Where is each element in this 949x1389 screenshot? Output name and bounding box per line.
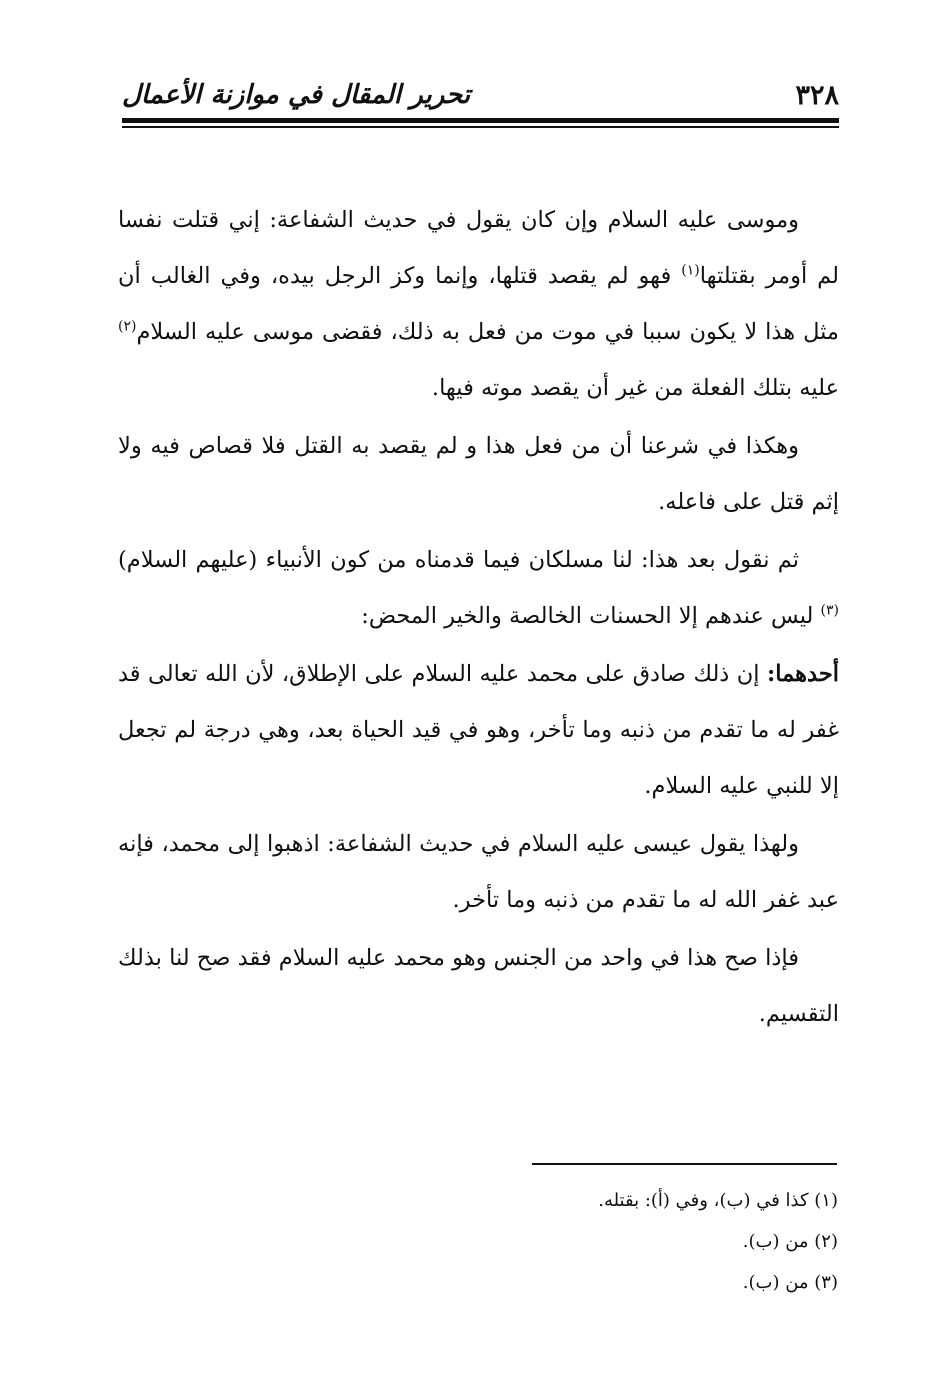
main-text (118, 192, 839, 1044)
paragraph-sharia (118, 418, 839, 530)
paragraph-text: ليس عندهم إلا الحسنات الخالصة والخير المحض: (361, 603, 821, 629)
paragraph-text: فهو لم يقصد قتلها، وإنما وكز الرجل بيده، وفي الغالب أن مثل هذا لا يكون سببا في موت من فعل به ذلك، فقضى موسى عليه السلام (118, 263, 839, 345)
footnote-ref-1: (١) (681, 262, 700, 279)
paragraph-moses (118, 192, 839, 416)
paragraph-text: وموسى عليه السلام وإن كان يقول في حديث الشفاعة: إني قتلت نفسا لم أومر بقتلتها (118, 207, 839, 289)
footnote-ref-3: (٣) (820, 602, 839, 619)
paragraph-two-paths (118, 532, 839, 644)
header-rule-thick (122, 118, 839, 123)
footnotes (450, 1180, 838, 1303)
footnote-separator (532, 1163, 837, 1165)
paragraph-text: عليه بتلك الفعلة من غير أن يقصد موته فيها. (431, 375, 839, 401)
paragraph-first-path (118, 646, 839, 814)
footnote-ref-2: (٢) (118, 318, 137, 335)
footnote-2: (٢) من (ب). (742, 1231, 838, 1252)
paragraph-text: ولهذا يقول عيسى عليه السلام في حديث الشفاعة: اذهبوا إلى محمد، فإنه عبد غفر الله له ما تقدم من ذنبه وما تأخر. (118, 831, 839, 913)
footnote-3: (٣) من (ب). (742, 1272, 838, 1293)
page-number: ٣٢٨ (795, 80, 839, 111)
paragraph-conclusion (118, 930, 839, 1042)
running-title: تحرير المقال في موازنة الأعمال (122, 80, 471, 110)
paragraph-text: إن ذلك صادق على محمد عليه السلام على الإطلاق، لأن الله تعالى قد غفر له ما تقدم من ذنبه وما تأخر، وهو في قيد الحياة بعد، وهي درجة لم تجعل إلا للنبي عليه السلام. (118, 661, 839, 799)
paragraph-text: ثم نقول بعد هذا: لنا مسلكان فيما قدمناه من كون الأنبياء (عليهم السلام) (118, 547, 799, 573)
paragraph-text: وهكذا في شرعنا أن من فعل هذا و لم يقصد به القتل فلا قصاص فيه ولا إثم قتل على فاعله. (118, 433, 839, 515)
footnote-1: (١) كذا في (ب)، وفي (أ): بقتله. (598, 1190, 838, 1211)
paragraph-jesus (118, 816, 839, 928)
header-rule-thin (122, 126, 839, 128)
paragraph-text: فإذا صح هذا في واحد من الجنس وهو محمد عليه السلام فقد صح لنا بذلك التقسيم. (118, 945, 839, 1027)
paragraph-lead: أحدهما: (766, 661, 839, 687)
page-header (122, 74, 839, 114)
